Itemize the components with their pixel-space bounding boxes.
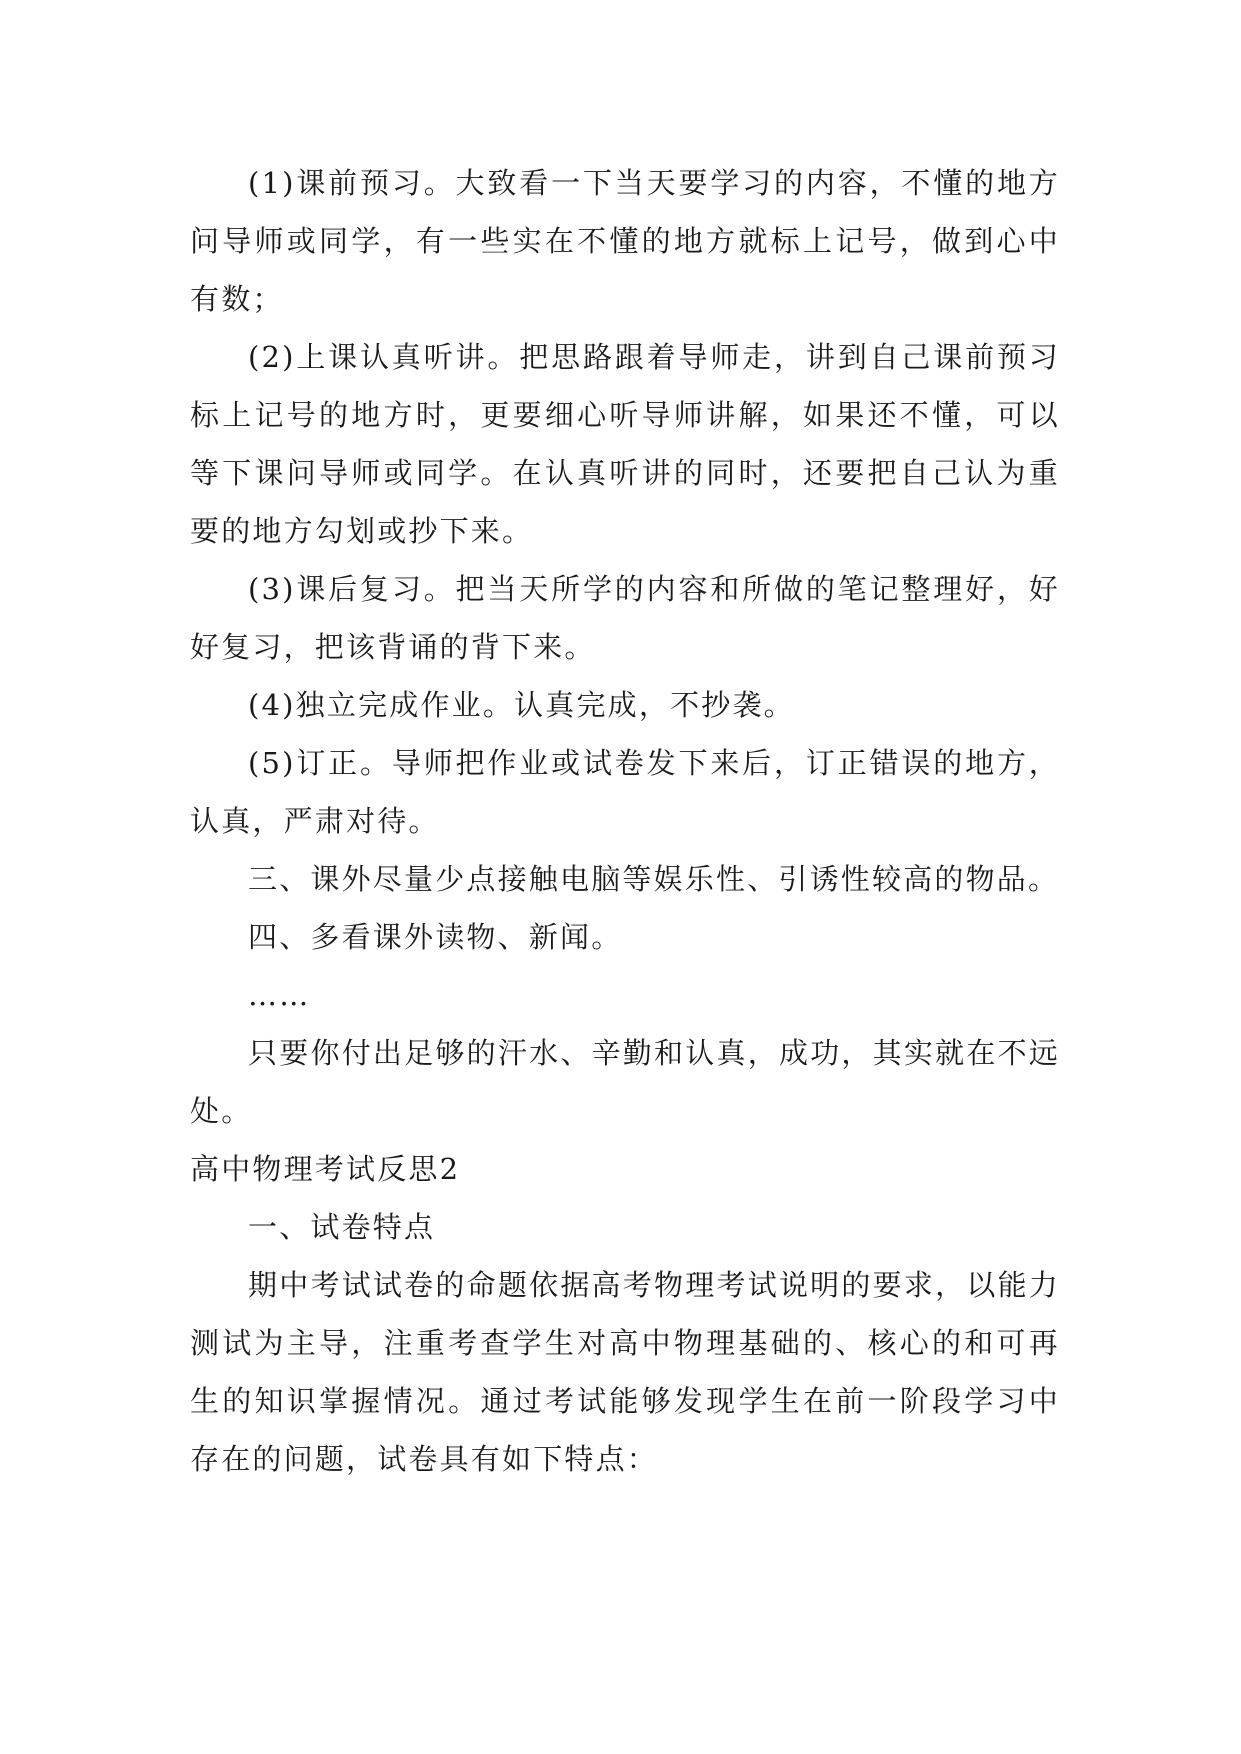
paragraph-review-step: (3)课后复习。把当天所学的内容和所做的笔记整理好，好好复习，把该背诵的背下来。 bbox=[190, 572, 1060, 664]
paragraph-conclusion: 只要你付出足够的汗水、辛勤和认真，成功，其实就在不远处。 bbox=[190, 1036, 1060, 1128]
paragraph-correction-step: (5)订正。导师把作业或试卷发下来后，订正错误的地方，认真，严肃对待。 bbox=[190, 746, 1060, 838]
paragraph-homework-step: (4)独立完成作业。认真完成，不抄袭。 bbox=[248, 688, 795, 722]
subheading-paper-features: 一、试卷特点 bbox=[248, 1210, 436, 1244]
section-heading: 高中物理考试反思2 bbox=[190, 1152, 461, 1186]
paragraph-ellipsis: …… bbox=[248, 978, 311, 1012]
document-body bbox=[190, 154, 1060, 1488]
paragraph-listen-step: (2)上课认真听讲。把思路跟着导师走，讲到自己课前预习标上记号的地方时，更要细心听导师讲解，如果还不懂，可以等下课问导师或同学。在认真听讲的同时，还要把自己认为重要的地方勾划或抄下来。 bbox=[190, 340, 1060, 548]
paragraph-preview-step: (1)课前预习。大致看一下当天要学习的内容，不懂的地方问导师或同学，有一些实在不懂的地方就标上记号，做到心中有数； bbox=[190, 166, 1060, 316]
paragraph-paper-description: 期中考试试卷的命题依据高考物理考试说明的要求，以能力测试为主导，注重考查学生对高中物理基础的、核心的和可再生的知识掌握情况。通过考试能够发现学生在前一阶段学习中存在的问题，试卷具有如下特点： bbox=[190, 1268, 1060, 1476]
paragraph-point-four: 四、多看课外读物、新闻。 bbox=[248, 920, 623, 954]
paragraph-point-three: 三、课外尽量少点接触电脑等娱乐性、引诱性较高的物品。 bbox=[248, 862, 1060, 896]
